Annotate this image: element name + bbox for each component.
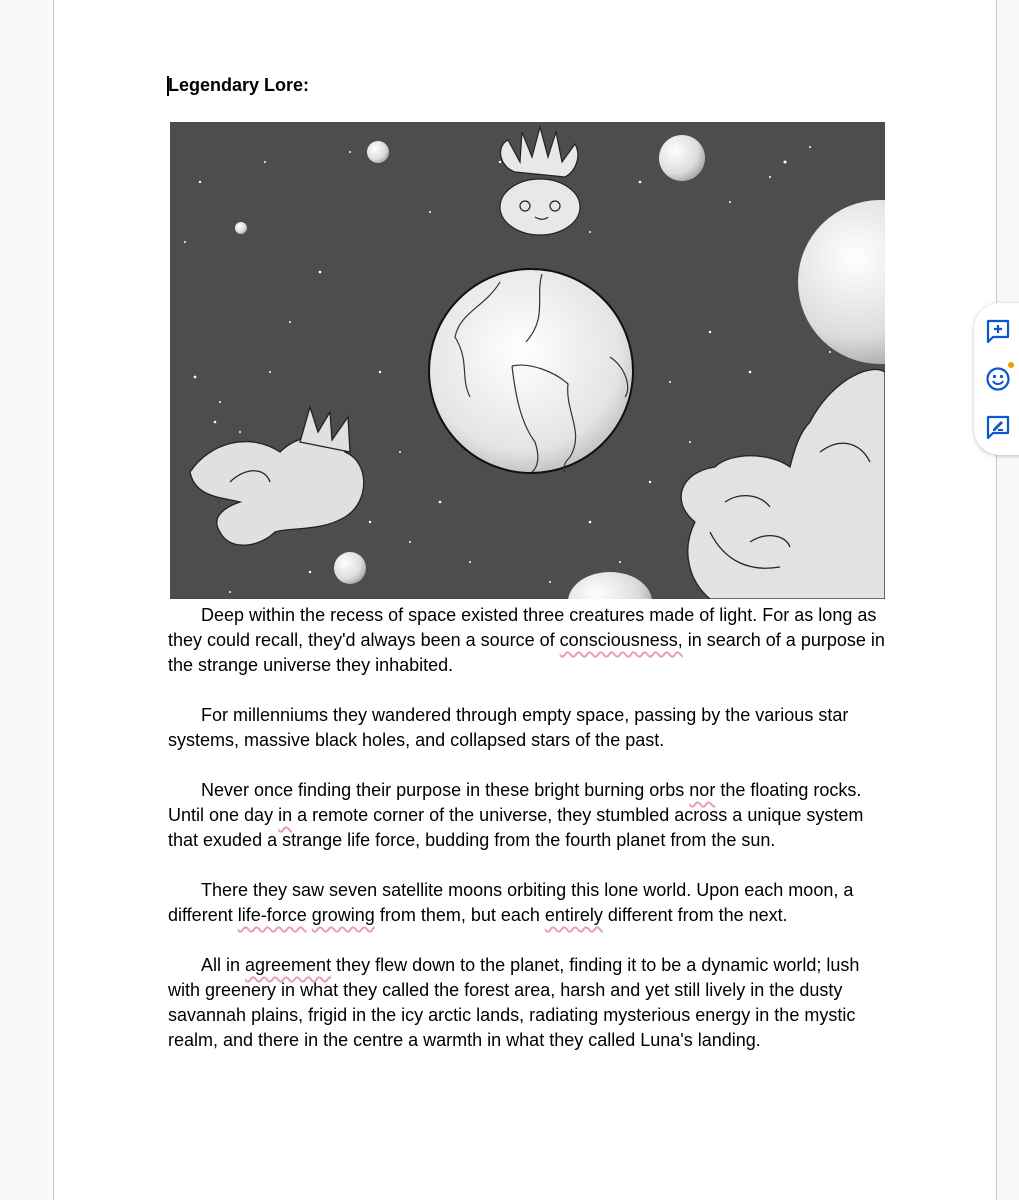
- document-page[interactable]: [53, 0, 997, 1200]
- paragraph: [168, 878, 888, 928]
- spellcheck-flagged-word: nor: [689, 780, 716, 800]
- text-run: in search of a purpose in the strange universe they inhabited.: [168, 630, 885, 675]
- text-run: Deep within the recess of space existed three creatures made of light. For as long as they could recall, they'd always been a source of: [168, 605, 877, 650]
- text-run: different from the next.: [602, 905, 788, 925]
- paragraph: [168, 603, 888, 678]
- spellcheck-flagged-word: entirely: [544, 905, 603, 925]
- paragraph: [168, 953, 888, 1053]
- text-run: There they saw seven satellite moons orbiting this lone world. Upon each moon, a different: [168, 880, 854, 925]
- text-run: they flew down to the planet, finding it to be a dynamic world; lush with greenery in what they called the forest area, harsh and yet still lively in the dusty savannah plains, frigid in the icy arctic lands, radiating mysterious energy in the mystic realm, and there in the centre a warmth in what they called Luna's landing.: [168, 955, 860, 1050]
- spellcheck-flagged-word: growing: [311, 905, 375, 925]
- add-comment-icon[interactable]: [984, 317, 1012, 345]
- spellcheck-flagged-word: consciousness,: [559, 630, 683, 650]
- text-run: from them, but each: [374, 905, 545, 925]
- text-run: a remote corner of the universe, they stumbled across a unique system that exuded a strange life force, budding from the fourth planet from the sun.: [168, 805, 864, 850]
- document-body[interactable]: [168, 603, 888, 1078]
- side-action-panel: [974, 303, 1019, 455]
- notification-dot: [1008, 362, 1014, 368]
- text-run: Never once finding their purpose in these bright burning orbs: [201, 780, 690, 800]
- space-illustration[interactable]: [170, 122, 885, 599]
- paragraph: [168, 703, 888, 753]
- suggest-edit-icon[interactable]: [984, 413, 1012, 441]
- document-heading: Legendary Lore:: [168, 75, 310, 95]
- paragraph: [168, 778, 888, 853]
- text-run: the floating rocks. Until one day: [168, 780, 862, 825]
- spellcheck-flagged-word: agreement: [245, 955, 332, 975]
- text-run: All in: [201, 955, 246, 975]
- spellcheck-flagged-word: life-force: [237, 905, 307, 925]
- emoji-reaction-icon[interactable]: [984, 365, 1012, 393]
- text-run: For millenniums they wandered through empty space, passing by the various star systems, massive black holes, and collapsed stars of the past.: [168, 705, 849, 750]
- spellcheck-flagged-word: in: [278, 805, 293, 825]
